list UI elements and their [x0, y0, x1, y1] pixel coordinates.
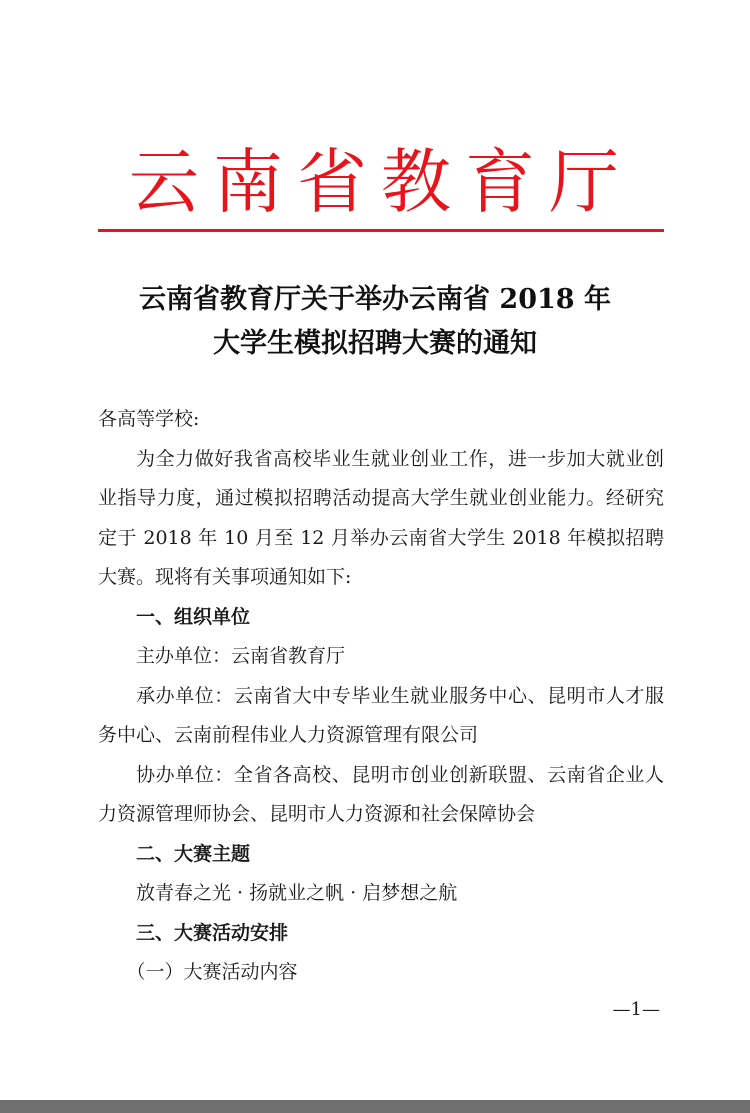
- intro-paragraph: 为全力做好我省高校毕业生就业创业工作，进一步加大就业创业指导力度，通过模拟招聘活动提高大学生就业创业能力。经研究定于 2018 年 10 月至 12 月举办云南省大学生 2018 年模拟招聘大赛。现将有关事项通知如下:: [98, 447, 664, 588]
- section-heading-theme: 二、大赛主题: [136, 842, 251, 865]
- organizer-undertaker: 承办单位：云南省大中专毕业生就业服务中心、昆明市人才服务中心、云南前程伟业人力资源管理有限公司: [98, 684, 664, 746]
- section-heading-organizers: 一、组织单位: [136, 605, 251, 628]
- document-title-line-2: 大学生模拟招聘大赛的通知: [213, 328, 537, 359]
- red-divider-line: [98, 229, 664, 232]
- contest-theme: 放青春之光 · 扬就业之帆 · 启梦想之航: [136, 882, 458, 904]
- subsection-content: （一）大赛活动内容: [126, 961, 298, 983]
- viewer-background-strip: [0, 1100, 750, 1113]
- document-title: [60, 278, 690, 366]
- section-heading-schedule: 三、大赛活动安排: [136, 921, 289, 944]
- document-body: [98, 400, 664, 993]
- organizer-co-organizer: 协办单位：全省各高校、昆明市创业创新联盟、云南省企业人力资源管理师协会、昆明市人力资源和社会保障协会: [98, 763, 664, 825]
- page-number: —1—: [612, 999, 660, 1020]
- masthead-title: 云南省教育厅: [129, 141, 633, 223]
- document-title-line-1: 云南省教育厅关于举办云南省 2018 年: [139, 284, 611, 315]
- organizer-host: 主办单位：云南省教育厅: [136, 645, 346, 667]
- salutation: 各高等学校:: [98, 408, 200, 430]
